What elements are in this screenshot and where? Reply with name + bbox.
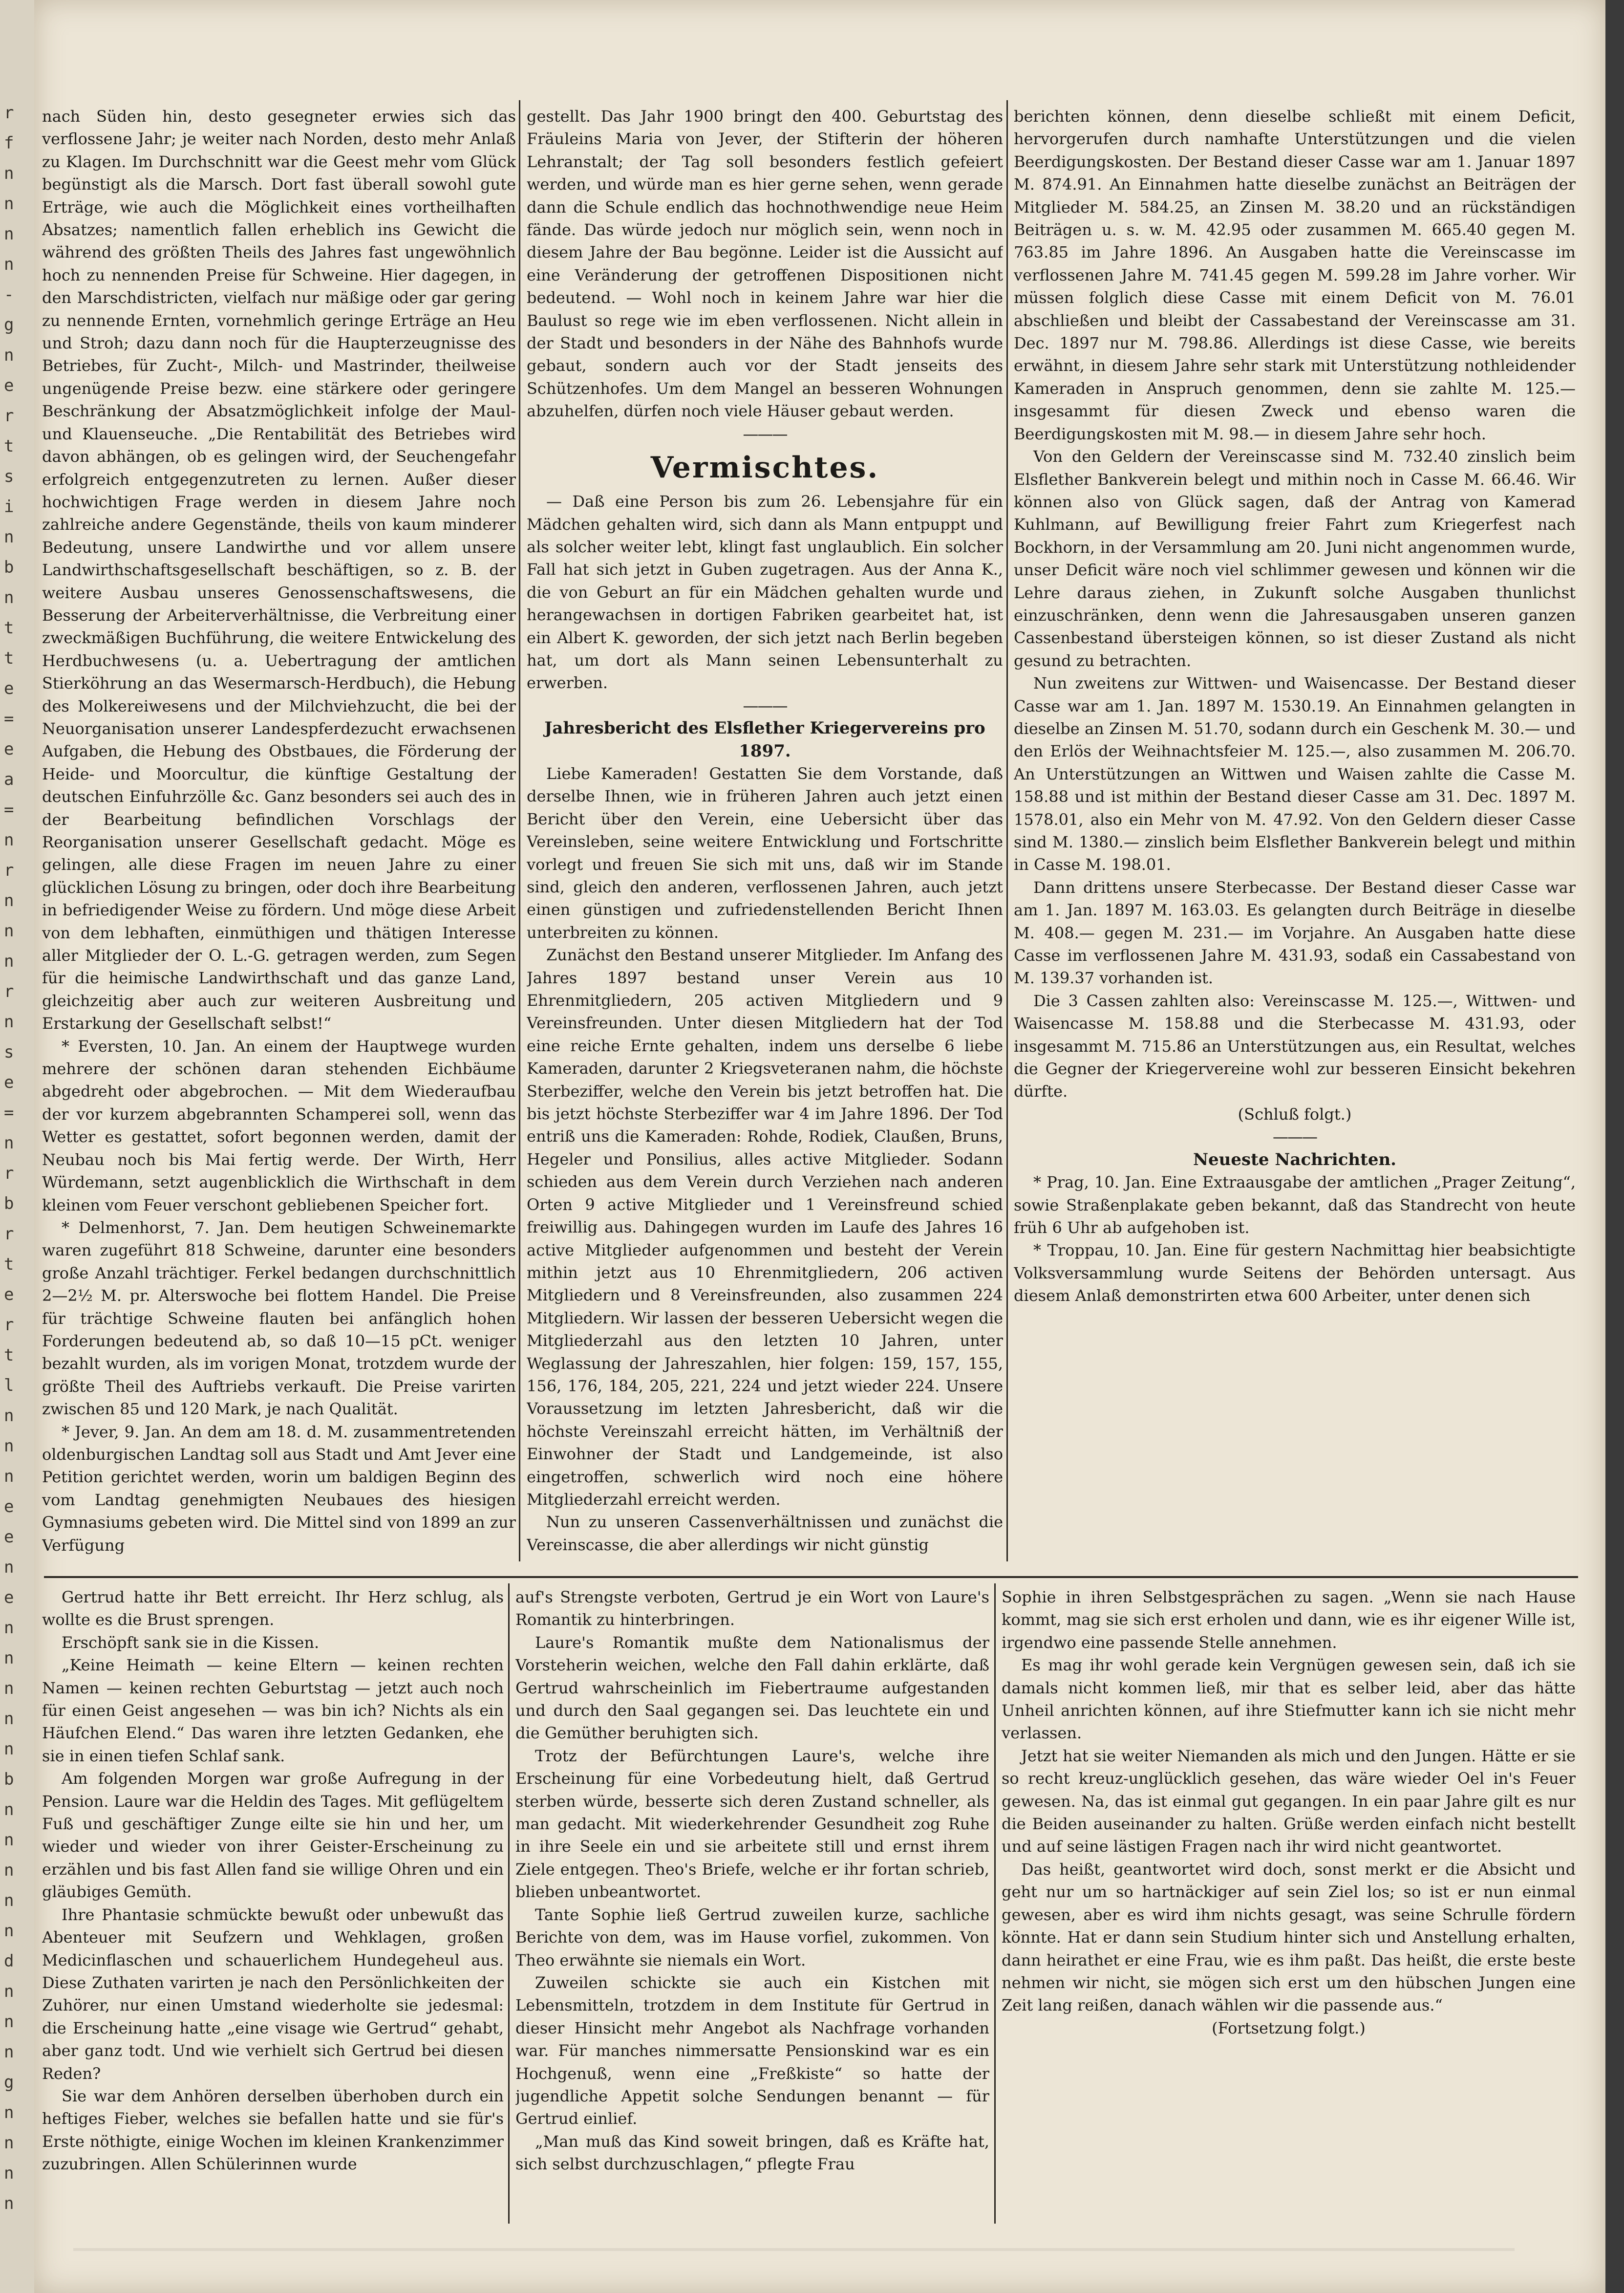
- left-page-fragment-char: n: [4, 1739, 14, 1759]
- left-page-fragment-char: d: [4, 1951, 14, 1971]
- left-page-fragment-char: t: [4, 649, 14, 668]
- left-page-fragment-char: r: [4, 406, 14, 426]
- left-page-fragment-char: n: [4, 921, 14, 941]
- left-page-fragment-char: n: [4, 194, 14, 214]
- left-page-fragment-char: n: [4, 1891, 14, 1910]
- left-page-fragment-char: n: [4, 2163, 14, 2183]
- left-page-fragment-char: s: [4, 1042, 14, 1062]
- left-page-fragment-char: g: [4, 2073, 14, 2092]
- left-page-fragment-char: r: [4, 103, 14, 123]
- scan-border: [1605, 0, 1624, 2293]
- left-page-fragment-char: -: [4, 285, 14, 304]
- left-page-fragment-char: t: [4, 1255, 14, 1274]
- left-page-fragment-char: b: [4, 1770, 14, 1789]
- left-page-fragment-char: n: [4, 2194, 14, 2213]
- column-2: [527, 105, 1003, 1571]
- story-paragraph: Erschöpft sank sie in die Kissen.: [62, 1633, 320, 1652]
- left-page-fragment-char: =: [4, 1103, 14, 1123]
- left-page-fragment-char: n: [4, 1679, 14, 1698]
- misc-article: — Daß eine Person bis zum 26. Lebensjahre für ein Mädchen gehalten wird, sich dann als Mann entpuppt und als solcher weiter lebt, klingt fast unglaublich. Ein solcher Fall hat sich jetzt in Guben zugetragen. Aus der Anna K., die von Geburt an für ein Mädchen gehalten wurde und herangewachsen in dortigen Fabriken gearbeitet hat, ist ein Albert K. geworden, der sich jetzt nach Berlin begeben hat, um dort als Mann seinen Lebensunterhalt zu erwerben.: [527, 492, 1003, 692]
- story-paragraph: „Keine Heimath — keine Eltern — keinen rechten Namen — keinen rechten Geburtstag — jetzt auch noch für einen Geist angesehen — was bin ich? Nichts als ein Häufchen Elend.“ Das waren ihre letzten Gedanken, ehe sie in einen tiefen Schlaf sank.: [42, 1656, 504, 1765]
- left-page-fragment-char: n: [4, 1558, 14, 1577]
- left-page-fragment-char: n: [4, 1618, 14, 1638]
- column-rule: [519, 100, 520, 1561]
- left-page-fragment-char: n: [4, 2133, 14, 2153]
- left-page-fragment-char: n: [4, 830, 14, 850]
- story-paragraph: Jetzt hat sie weiter Niemanden als mich und den Jungen. Hätte er sie so recht kreuz-unglücklich gesehen, das wäre wieder Oel in's Feuer gewesen. Na, das ist einmal gut gegangen. In ein paar Jahre gilt es nur die Beiden auseinander zu halten. Grüße werden einfach nicht bestellt und auf seine lästigen Fragen nach ihr wird nicht geantwortet.: [1002, 1746, 1576, 1856]
- story-paragraph: Sophie in ihren Selbstgesprächen zu sagen. „Wenn sie nach Hause kommt, mag sie sich erst erholen und dann, wie es ihr eigener Wille ist, irgendwo eine passende Stelle annehmen.: [1002, 1588, 1576, 1652]
- left-page-fragment-char: r: [4, 861, 14, 880]
- left-page-fragment-char: e: [4, 739, 14, 759]
- article-agriculture: nach Süden hin, desto gesegneter erwies sich das verflossene Jahr; je weiter nach Norden, desto mehr Anlaß zu Klagen. Im Durchschnitt war die Geest mehr vom Glück begünstigt als die Marsch. Dort fast überall sowohl gute Erträge, wie auch die Möglichkeit eines vortheilhaften Absatzes; namentlich fallen erheblich ins Gewicht die während des größten Theils des Jahres fast ungewöhnlich hoch zu nennenden Preise für Schweine. Hier dagegen, in den Marschdistricten, vielfach nur mäßige oder gar gering zu nennende Ernten, vornehmlich geringe Erträge an Heu und Stroh; dazu dann noch für die Haupterzeugnisse des Betriebes, für Zucht-, Milch- und Mastrinder, theilweise ungenügende Preise bezw. eine stärkere oder geringere Beschränkung der Absatzmöglichkeit infolge der Maul- und Klauenseuche. „Die Rentabilität des Betriebes wird davon abhängen, ob es gelingen wird, der Seuchengefahr erfolgreich entgegenzutreten zu lernen. Außer dieser hochwichtigen Frage werden in diesem Jahre noch zahlreiche andere Gegenstände, theils von kaum minderer Bedeutung, unsere Landwirthe und vor allem unsere Landwirthschaftsgesellschaft beschäftigen, so z. B. der weitere Ausbau unseres Genossenschaftswesens, die Besserung der Arbeiterverhältnisse, die Verbreitung einer zweckmäßigen Buchführung, die weitere Entwickelung des Herdbuchwesens (u. a. Uebertragung der amtlichen Stierköhrung an das Wesermarsch-Herdbuch), die Hebung des Molkereiwesens und der Milchviehzucht, die bei der Neuorganisation unserer Landespferdezucht erwachsenen Aufgaben, die Hebung des Obstbaues, die Förderung der Heide- und Moorcultur, die künftige Gestaltung der deutschen Einfuhrzölle &c. Ganz besonders sei auch des in der Bearbeitung befindlichen Vorschlags der Reorganisation unserer Gesellschaft gedacht. Möge es gelingen, alle diese Fragen im neuen Jahre zu einer glücklichen Lösung zu bringen, oder doch ihre Bearbeitung in befriedigender Weise zu fördern. Und möge diese Arbeit von dem lebhaften, einmüthigen und thätigen Interesse aller Mitglieder der O. L.-G. getragen werden, zum Segen für die heimische Landwirthschaft und das ganze Land, gleichzeitig aber auch zur weiteren Ausbreitung und Erstarkung der Gesellschaft selbst!“: [42, 107, 516, 1033]
- left-page-fragment-char: e: [4, 1588, 14, 1607]
- news-eversten: * Eversten, 10. Jan. An einem der Hauptwege wurden mehrere der schönen daran stehenden Eichbäume abgedreht oder abgebrochen. — Mit dem Wiederaufbau der vor kurzem abgebrannten Schamperei soll, wenn das Wetter es gestattet, sofort begonnen werden, damit der Neubau noch bis Mai fertig werde. Der Wirth, Herr Würdemann, setzt augenblicklich die Wirthschaft in dem kleinen vom Feuer verschont gebliebenen Speicher fort.: [42, 1037, 516, 1214]
- report-paragraph: Die 3 Cassen zahlten also: Vereinscasse M. 125.—, Wittwen- und Waisencasse M. 158.88 und die Sterbecasse M. 431.93, oder insgesammt M. 715.86 an Unterstützungen aus, ein Resultat, welches die Gegner der Kriegervereine wohl zur besseren Einsicht bekehren dürfte.: [1014, 991, 1576, 1101]
- jever-continued: gestellt. Das Jahr 1900 bringt den 400. Geburtstag des Fräuleins Maria von Jever, der Stifterin der höheren Lehranstalt; der Tag soll besonders festlich gefeiert werden, und würde man es hier gerne sehen, wenn gerade dann die Schule endlich das hochnothwendige neue Heim fände. Das würde jedoch nur möglich sein, wenn noch in diesem Jahre der Bau begönne. Leider ist die Aussicht auf eine Veränderung der getroffenen Dispositionen nicht bedeutend. — Wohl noch in keinem Jahre war hier die Baulust so rege wie im eben verflossenen. Nicht allein in der Stadt und besonders in der Nähe des Bahnhofs wurde gebaut, sondern auch vor der Stadt jenseits des Schützenhofes. Um dem Mangel an besseren Wohnungen abzuhelfen, dürfen noch viele Häuser gebaut werden.: [527, 107, 1003, 421]
- report-paragraph: Dann drittens unsere Sterbecasse. Der Bestand dieser Casse war am 1. Jan. 1897 M. 163.03. Es gelangten durch Beiträge in dieselbe M. 408.— gegen M. 231.— im Vorjahre. An Ausgaben hatte diese Casse im verflossenen Jahre M. 431.93, sodaß ein Cassabestand von M. 139.37 vorhanden ist.: [1014, 878, 1576, 988]
- story-paragraph: Ihre Phantasie schmückte bewußt oder unbewußt das Abenteuer mit Seufzern und Wehklagen, großen Medicinflaschen und schauerlichem Hundegeheul aus. Diese Zuthaten varirten je nach den Persönlichkeiten der Zuhörer, nur einen Umstand wiederholte sie jedesmal: die Erscheinung hatte „eine visage wie Gertrud“ gehabt, aber ganz todt. Und wie verhielt sich Gertrud bei diesen Reden?: [42, 1905, 504, 2083]
- left-page-fragment-char: n: [4, 1467, 14, 1486]
- left-page-fragment-char: n: [4, 346, 14, 365]
- column-rule: [508, 1583, 510, 2224]
- left-page-fragment: [4, 98, 32, 2258]
- story-paragraph: Laure's Romantik mußte dem Nationalismus der Vorsteherin weichen, welche den Fall dahin erklärte, daß Gertrud wahrscheinlich im Fiebertraume aufgestanden und durch den Saal gegangen sei. Das leuchtete ein und die Gemüther beruhigten sich.: [515, 1633, 989, 1743]
- left-page-fragment-char: n: [4, 1012, 14, 1032]
- left-page-fragment-char: n: [4, 164, 14, 183]
- story-paragraph: Zuweilen schickte sie auch ein Kistchen mit Lebensmitteln, trotzdem in dem Institute für Gertrud in dieser Hinsicht mehr Angebot als Nachfrage vorhanden war. Für manches nimmersatte Pensionskind war es ein Hochgenuß, wenn eine „Freßkiste“ so hatte der jugendliche Appetit solche Sendungen benannt — für Gertrud einlief.: [515, 1973, 989, 2128]
- story-paragraph: Sie war dem Anhören derselben überhoben durch ein heftiges Fieber, welches sie befallen hatte und sie für's Erste nöthigte, einige Wochen im kleinen Krankenzimmer zuzubringen. Allen Schülerinnen wurde: [42, 2086, 504, 2174]
- left-page-fragment-char: n: [4, 1133, 14, 1153]
- left-page-fragment-char: n: [4, 1860, 14, 1880]
- left-page-fragment-char: e: [4, 679, 14, 698]
- paper-fold: [73, 2248, 1515, 2251]
- section-heading-vermischtes: Vermischtes.: [650, 451, 879, 485]
- left-page-fragment-char: b: [4, 1194, 14, 1213]
- continued-note: (Schluß folgt.): [1238, 1104, 1352, 1124]
- left-page-fragment-char: =: [4, 709, 14, 729]
- left-page-fragment-char: r: [4, 982, 14, 1001]
- story-paragraph: Das heißt, geantwortet wird doch, sonst merkt er die Absicht und geht nur um so hartnäckiger auf sein Ziel los; so ist er nun einmal gewesen, aber es wird ihm nichts gesagt, was seine Schrulle fördern könnte. Hat er dann sein Studium hinter sich und Anstellung erhalten, dann heirathet er eine Frau, wie es ihm paßt. Das heißt, die erste beste nehmen wir nicht, sie mögen sich erst um den hübschen Jungen eine Zeit lang reißen, danach wählen wir die passende aus.“: [1002, 1860, 1576, 2015]
- report-paragraph: Liebe Kameraden! Gestatten Sie dem Vorstande, daß derselbe Ihnen, wie in früheren Jahren auch jetzt einen Bericht über den Verein, eine Uebersicht über das Vereinsleben, seine weitere Entwicklung und Fortschritte vorlegt und freuen Sie sich mit uns, daß wir im Stande sind, gleich den anderen, verflossenen Jahren, auch jetzt einen günstigen und zufriedenstellenden Bericht Ihnen unterbreiten zu können.: [527, 764, 1003, 942]
- news-jever: * Jever, 9. Jan. An dem am 18. d. M. zusammentretenden oldenburgischen Landtag soll aus Stadt und Amt Jever eine Petition gerichtet werden, worin um baldigen Beginn des vom Landtag genehmigten Neubaues des hiesigen Gymnasiums gebeten wird. Die Mittel sind von 1899 an zur Verfügung: [42, 1422, 516, 1555]
- left-page-fragment-char: e: [4, 1497, 14, 1516]
- left-page-fragment-char: n: [4, 1982, 14, 2001]
- story-paragraph: Am folgenden Morgen war große Aufregung in der Pension. Laure war die Heldin des Tages. Mit geflügeltem Fuß und geschäftiger Zunge eilte sie hin und her, um wieder und wieder von ihrer Geister-Erscheinung zu erzählen und bis fast Allen fand sie willige Ohren und ein gläubiges Gemüth.: [42, 1769, 504, 1902]
- left-page-fragment-char: n: [4, 2103, 14, 2122]
- report-paragraph: berichten können, denn dieselbe schließt mit einem Deficit, hervorgerufen durch namhafte Unterstützungen und die vielen Beerdigungskosten. Der Bestand dieser Casse war am 1. Januar 1897 M. 874.91. An Einnahmen hatte dieselbe zunächst an Beiträgen der Mitglieder M. 584.25, an Zinsen M. 38.20 und an rückständigen Beiträgen u. s. w. M. 42.95 oder zusammen M. 665.40 gegen M. 763.85 im Jahre 1896. An Ausgaben hatte die Vereinscasse im verflossenen Jahre M. 741.45 gegen M. 599.28 im Jahre vorher. Wir müssen folglich diese Casse mit einem Deficit von M. 76.01 abschließen und bleibt der Cassabestand der Vereinscasse am 31. Dec. 1897 nur M. 798.86. Allerdings ist diese Casse, wie bereits erwähnt, in diesem Jahre sehr stark mit Unterstützung nothleidender Kameraden in Anspruch genommen, denn sie zahlte M. 125.— insgesammt für diesen Zweck und ebenso waren die Beerdigungskosten mit M. 98.— in diesem Jahre sehr hoch.: [1014, 107, 1576, 443]
- news-prag: * Prag, 10. Jan. Eine Extraausgabe der amtlichen „Prager Zeitung“, sowie Straßenplakate geben bekannt, daß das Standrecht von heute früh 6 Uhr ab aufgehoben ist.: [1014, 1173, 1576, 1237]
- story-paragraph: „Man muß das Kind soweit bringen, daß es Kräfte hat, sich selbst durchzuschlagen,“ pflegte Frau: [515, 2132, 989, 2174]
- left-page-fragment-char: t: [4, 1345, 14, 1365]
- column-rule: [1006, 100, 1008, 1561]
- left-page-fragment-char: i: [4, 497, 14, 517]
- story-paragraph: Es mag ihr wohl gerade kein Vergnügen gewesen sein, daß ich sie damals nicht kommen ließ, mir that es selber leid, aber das hätte Unheil anrichten können, auf ihre Stiefmutter kann ich sie nicht mehr verlassen.: [1002, 1656, 1576, 1743]
- report-title: Jahresbericht des Elsflether Kriegervereins pro 1897.: [544, 718, 985, 761]
- left-page-fragment-char: n: [4, 891, 14, 910]
- left-page-fragment-char: g: [4, 315, 14, 335]
- column-rule: [994, 1583, 996, 2224]
- report-paragraph: Nun zu unseren Cassenverhältnissen und zunächst die Vereinscasse, die aber allerdings wir nicht günstig: [527, 1513, 1003, 1554]
- report-paragraph: Von den Geldern der Vereinscasse sind M. 732.40 zinslich beim Elsflether Bankverein belegt und mithin noch in Casse M. 66.46. Wir können also von Glück sagen, daß der Antrag von Kamerad Kuhlmann, auf Bewilligung freier Fahrt zum Kriegerfest nach Bockhorn, in der Versammlung am 20. Juni nicht angenommen wurde, unser Deficit wäre noch viel schlimmer gewesen und können wir die Lehre daraus ziehen, in Zukunft solche Ausgaben thunlichst einzuschränken, denn wenn die Jahresausgaben unseren ganzen Cassenbestand übersteigen können, so ist dieser Zustand als nicht gesund zu betrachten.: [1014, 447, 1576, 670]
- left-page-fragment-char: n: [4, 952, 14, 971]
- left-page-fragment-char: n: [4, 1921, 14, 1941]
- story-paragraph: Gertrud hatte ihr Bett erreicht. Ihr Herz schlug, als wollte es die Brust sprengen.: [42, 1588, 504, 1629]
- report-paragraph: Zunächst den Bestand unserer Mitglieder. Im Anfang des Jahres 1897 bestand unser Verein aus 10 Ehrenmitgliedern, 205 activen Mitgliedern und 9 Vereinsfreunden. Unter diesen Mitgliedern hat der Tod eine reiche Ernte gehalten, indem uns derselbe 6 liebe Kameraden, darunter 2 Kriegsveteranen nahm, die höchste Sterbeziffer, welche den Verein bis jetzt betroffen hat. Die bis jetzt höchste Sterbeziffer war 4 im Jahre 1896. Der Tod entriß uns die Kameraden: Rohde, Rodiek, Claußen, Bruns, Hegeler und Ponsilius, alles active Mitglieder. Sodann schieden aus dem Verein durch Verziehen nach anderen Orten 9 active Mitglieder und 1 Vereinsfreund schied freiwillig aus. Dahingegen wurden im Laufe des Jahres 16 active Mitglieder aufgenommen und besteht der Verein mithin jetzt aus 10 Ehrenmitgliedern, 206 activen Mitgliedern und 8 Vereinsfreunden, also zusammen 224 Mitgliedern. Wir lassen der besseren Uebersicht wegen die Mitgliederzahl aus den letzten 10 Jahren, unter Weglassung der Jahreszahlen, hier folgen: 159, 157, 155, 156, 176, 184, 205, 221, 224 und jetzt wieder 224. Unsere Voraussetzung im letzten Jahresbericht, daß wir die höchste Vereinszahl erreicht hätten, im Verhältniß der Einwohner der Stadt und Landgemeinde, ist also eingetroffen, schwerlich wird noch eine höhere Mitgliederzahl erreicht werden.: [527, 946, 1003, 1509]
- story-paragraph: Trotz der Befürchtungen Laure's, welche ihre Erscheinung für eine Vorbedeutung hielt, daß Gertrud sterben würde, besserte sich deren Zustand schneller, als man gedacht. Mit wiederkehrender Gesundheit zog Ruhe in ihre Seele ein und sie arbeitete still und ernst ihrem Ziele entgegen. Theo's Briefe, welche er ihr fortan schrieb, blieben unbeantwortet.: [515, 1746, 989, 1902]
- feuilleton-column-3: [1002, 1586, 1576, 2221]
- story-paragraph: Tante Sophie ließ Gertrud zuweilen kurze, sachliche Berichte von dem, was im Hause vorfiel, zukommen. Von Theo erwähnte sie niemals ein Wort.: [515, 1905, 989, 1969]
- feuilleton-rule: [44, 1576, 1578, 1578]
- left-page-fragment-char: e: [4, 1527, 14, 1547]
- left-page-fragment-char: n: [4, 1709, 14, 1729]
- feuilleton-column-1: [42, 1586, 504, 2221]
- left-page-fragment-char: r: [4, 1315, 14, 1335]
- left-page-fragment-char: b: [4, 558, 14, 577]
- column-3: [1014, 105, 1576, 1571]
- left-page-fragment-char: n: [4, 588, 14, 607]
- left-page-fragment-char: n: [4, 2042, 14, 2062]
- left-page-fragment-char: t: [4, 618, 14, 638]
- left-page-fragment-char: t: [4, 436, 14, 456]
- separator: ———: [1273, 1127, 1317, 1146]
- left-page-fragment-char: =: [4, 800, 14, 820]
- left-page-fragment-char: e: [4, 376, 14, 395]
- section-heading-news: Neueste Nachrichten.: [1193, 1149, 1397, 1169]
- story-paragraph: auf's Strengste verboten, Gertrud je ein Wort von Laure's Romantik zu hinterbringen.: [515, 1588, 989, 1629]
- news-troppau: * Troppau, 10. Jan. Eine für gestern Nachmittag hier beabsichtigte Volksversammlung wurde Seitens der Behörden untersagt. Aus diesem Anlaß demonstrirten etwa 600 Arbeiter, unter denen sich: [1014, 1241, 1576, 1305]
- left-page-fragment-char: n: [4, 255, 14, 274]
- left-page-fragment-char: n: [4, 224, 14, 244]
- left-page-fragment-char: r: [4, 1164, 14, 1183]
- feuilleton-column-2: [515, 1586, 989, 2221]
- left-page-fragment-char: l: [4, 1376, 14, 1395]
- left-page-fragment-char: n: [4, 1648, 14, 1668]
- continued-note: (Fortsetzung folgt.): [1212, 2018, 1366, 2037]
- left-page-fragment-char: r: [4, 1224, 14, 1244]
- news-delmenhorst: * Delmenhorst, 7. Jan. Dem heutigen Schweinemarkte waren zugeführt 818 Schweine, darunter eine besonders große Anzahl trächtiger. Ferkel bedangen durchschnittlich 2—2½ M. pr. Alterswoche bei flottem Handel. Die Preise für trächtige Schweine flauten bei anfänglich hohen Forderungen bedeutend ab, so daß 10—15 pCt. weniger bezahlt wurden, als im vorigen Monat, trotzdem wurde der größte Theil des Auftriebs verkauft. Die Preise varirten zwischen 85 und 120 Mark, je nach Qualität.: [42, 1218, 516, 1419]
- left-page-fragment-char: s: [4, 467, 14, 486]
- left-page-fragment-char: n: [4, 1800, 14, 1819]
- column-1: [42, 105, 516, 1571]
- left-page-fragment-char: e: [4, 1073, 14, 1092]
- report-paragraph: Nun zweitens zur Wittwen- und Waisencasse. Der Bestand dieser Casse war am 1. Jan. 1897 M. 1530.19. An Einnahmen gelangten in dieselbe an Zinsen M. 51.70, sodann durch ein Geschenk M. 30.— und den Erlös der Weihnachtsfeier M. 125.—, also zusammen M. 206.70. An Unterstützungen an Wittwen und Waisen zahlte die Casse M. 158.88 und ist mithin der Bestand dieser Casse am 31. Dec. 1897 M. 1578.01, also ein Mehr von M. 47.92. Von den Geldern dieser Casse sind M. 1380.— zinslich beim Elsflether Bankverein belegt und mithin in Casse M. 198.01.: [1014, 674, 1576, 874]
- left-page-fragment-char: n: [4, 527, 14, 547]
- left-page-fragment-char: n: [4, 1436, 14, 1456]
- left-page-fragment-char: f: [4, 133, 14, 153]
- left-page-fragment-char: a: [4, 770, 14, 789]
- left-page-fragment-char: e: [4, 1285, 14, 1304]
- separator: ———: [743, 696, 787, 715]
- left-page-fragment-char: n: [4, 1830, 14, 1850]
- left-page-fragment-char: n: [4, 1406, 14, 1426]
- left-page-fragment-char: n: [4, 2012, 14, 2032]
- separator: ———: [743, 424, 787, 443]
